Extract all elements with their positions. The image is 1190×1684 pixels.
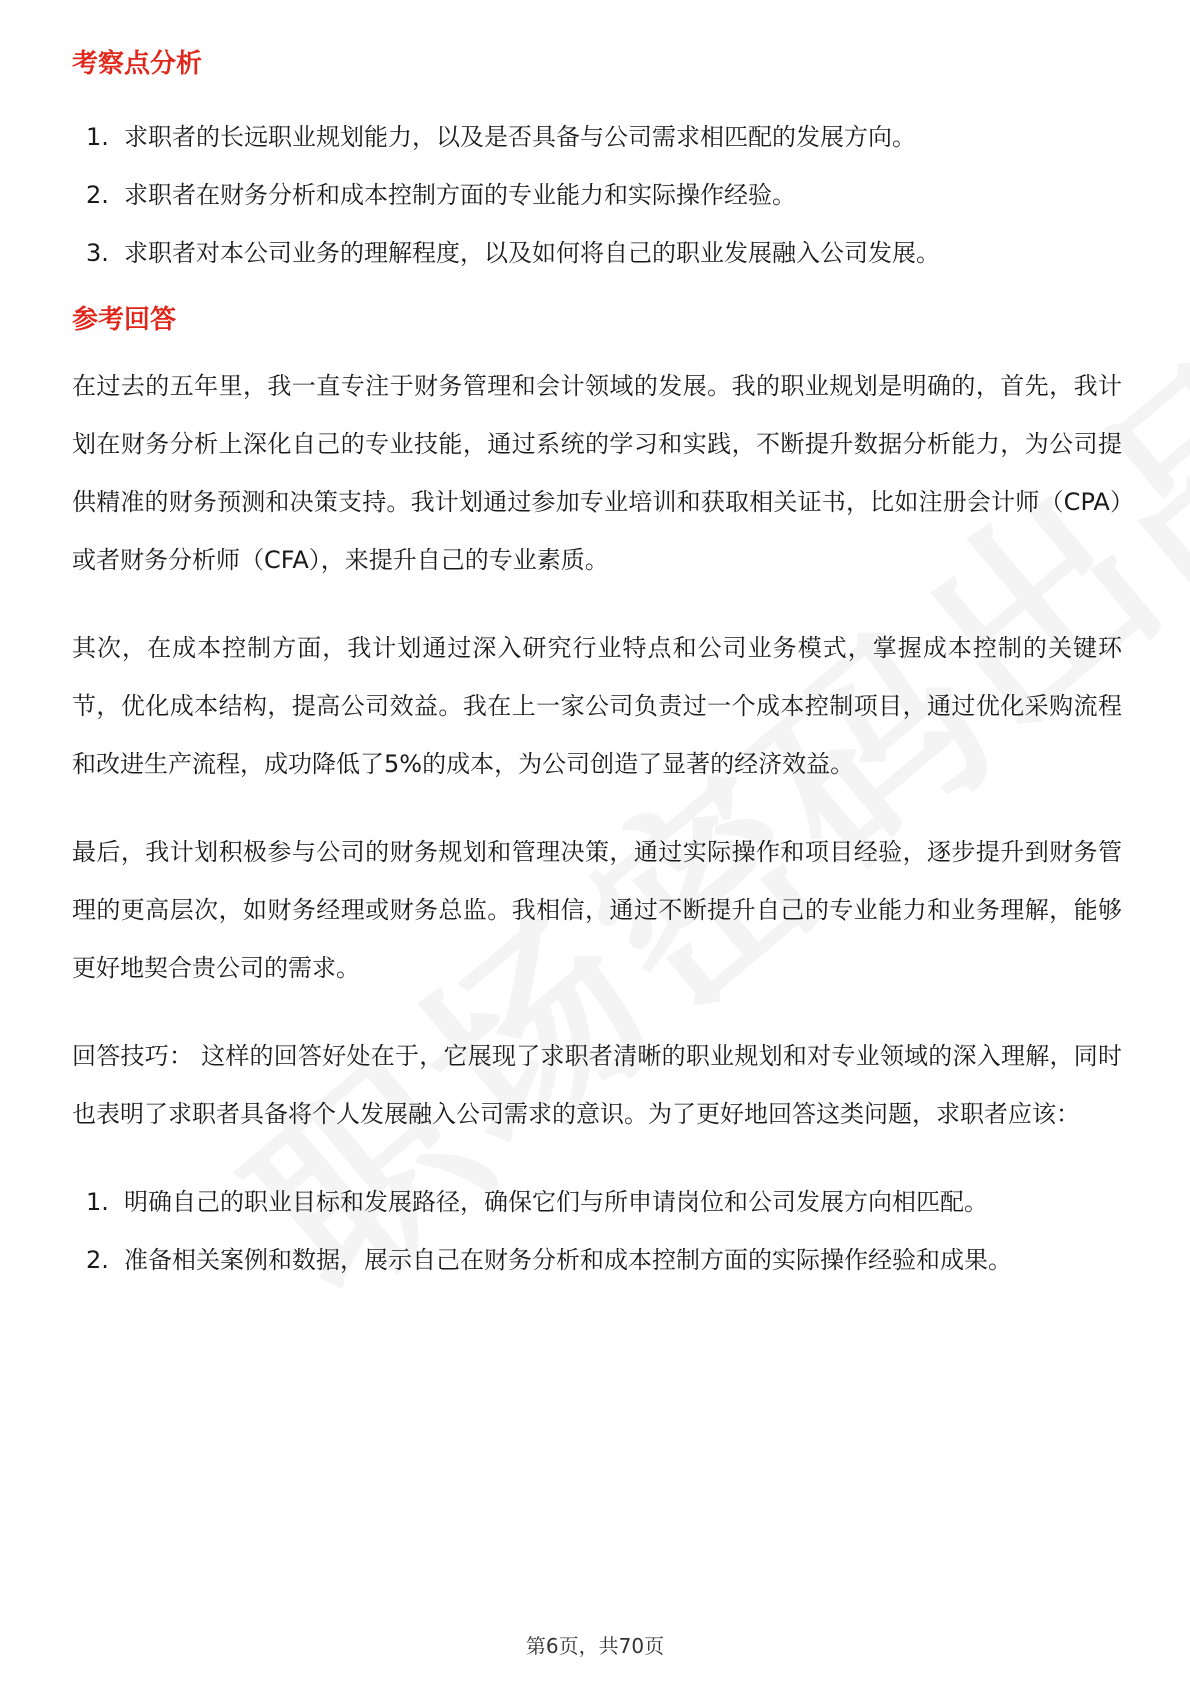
list-item bbox=[72, 108, 1122, 166]
list-text: 求职者的长远职业规划能力，以及是否具备与公司需求相匹配的发展方向。 bbox=[124, 123, 916, 152]
answer-paragraph-3: 最后，我计划积极参与公司的财务规划和管理决策，通过实际操作和项目经验，逐步提升到财务管理的更高层次，如财务经理或财务总监。我相信，通过不断提升自己的专业能力和业务理解，能够更好地契合贵公司的需求。 bbox=[72, 837, 1122, 982]
list-text: 明确自己的职业目标和发展路径，确保它们与所申请岗位和公司发展方向相匹配。 bbox=[124, 1187, 988, 1216]
list-text: 求职者对本公司业务的理解程度，以及如何将自己的职业发展融入公司发展。 bbox=[124, 239, 940, 268]
list-number: 1. bbox=[86, 123, 109, 152]
answer-paragraph-2: 其次，在成本控制方面，我计划通过深入研究行业特点和公司业务模式，掌握成本控制的关键环节，优化成本结构，提高公司效益。我在上一家公司负责过一个成本控制项目，通过优化采购流程和改进生产流程，成功降低了5%的成本，为公司创造了显著的经济效益。 bbox=[72, 633, 1122, 778]
list-number: 2. bbox=[86, 181, 109, 210]
list-number: 2. bbox=[86, 1245, 109, 1274]
analysis-list bbox=[72, 108, 1122, 282]
answer-paragraph-1: 在过去的五年里，我一直专注于财务管理和会计领域的发展。我的职业规划是明确的，首先，我计划在财务分析上深化自己的专业技能，通过系统的学习和实践，不断提升数据分析能力，为公司提供精准的财务预测和决策支持。我计划通过参加专业培训和获取相关证书，比如注册会计师（CPA）或者财务分析师（CFA），来提升自己的专业素质。 bbox=[72, 371, 1122, 574]
page-content bbox=[72, 46, 1122, 1309]
list-text: 求职者在财务分析和成本控制方面的专业能力和实际操作经验。 bbox=[124, 181, 796, 210]
page-footer: 第6页，共70页 bbox=[525, 1634, 665, 1658]
list-number: 3. bbox=[86, 239, 109, 268]
section-heading-answer: 参考回答 bbox=[72, 305, 177, 336]
list-number: 1. bbox=[86, 1187, 109, 1216]
list-text: 准备相关案例和数据，展示自己在财务分析和成本控制方面的实际操作经验和成果。 bbox=[124, 1245, 1012, 1274]
section-heading-analysis: 考察点分析 bbox=[72, 49, 203, 79]
answer-tips-intro: 回答技巧： 这样的回答好处在于，它展现了求职者清晰的职业规划和对专业领域的深入理解，同时也表明了求职者具备将个人发展融入公司需求的意识。为了更好地回答这类问题，求职者应该： bbox=[72, 1041, 1122, 1128]
list-item bbox=[72, 224, 1122, 282]
list-item bbox=[72, 166, 1122, 224]
list-item bbox=[72, 1173, 1122, 1231]
tips-list bbox=[72, 1173, 1122, 1289]
list-item bbox=[72, 1231, 1122, 1289]
